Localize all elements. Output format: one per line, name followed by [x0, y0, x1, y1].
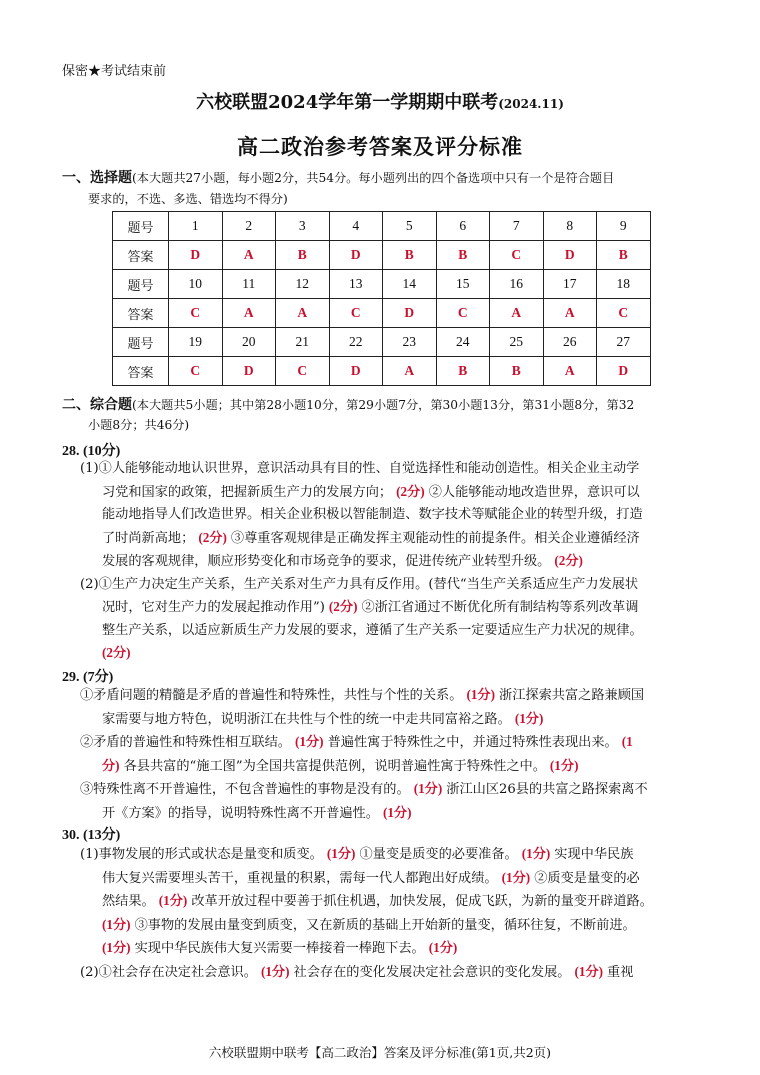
score-mark: (1分): [574, 963, 604, 979]
question-number-cell: 19: [169, 328, 223, 357]
answer-text: 家需要与地方特色，说明浙江在共性与个性的统一中走共同富裕之路。: [102, 711, 511, 727]
question-number-cell: 13: [329, 270, 383, 299]
question-number-cell: 14: [383, 270, 437, 299]
answer-cell: A: [276, 299, 330, 328]
score-mark: (1分): [514, 710, 544, 726]
answer-cell: A: [383, 357, 437, 386]
answer-text: 了时尚新高地；: [102, 530, 195, 546]
answer-cell: D: [329, 241, 383, 270]
answer-cell: C: [597, 299, 651, 328]
page-footer: 六校联盟期中联考【高二政治】答案及评分标准(第1页,共2页): [208, 1045, 552, 1060]
q30-heading: 30. (13分): [62, 828, 121, 843]
section1-heading: [62, 167, 614, 187]
answer-text: ②质变是量变的必: [534, 870, 640, 886]
row-header: 答案: [113, 241, 169, 270]
question-number-cell: 23: [383, 328, 437, 357]
section1-note-2: 要求的，不选、多选、错选均不得分): [88, 192, 288, 206]
q29-line: [80, 755, 648, 779]
answer-text: 社会存在的变化发展决定社会意识的变化发展。: [293, 964, 571, 980]
question-number-row: [113, 212, 651, 241]
score-mark: (1分): [295, 734, 324, 749]
answer-cell: A: [490, 299, 544, 328]
q30-line: [80, 890, 653, 914]
answer-text: 开《方案》的指导，说明特殊性离不开普遍性。: [102, 805, 379, 821]
answer-row: [113, 299, 651, 328]
answer-text: ①矛盾问题的精髓是矛盾的普遍性和特殊性，共性与个性的关系。: [80, 688, 463, 703]
score-mark: (1分): [428, 940, 458, 955]
answer-cell: C: [276, 357, 330, 386]
q30-body: [80, 843, 653, 984]
row-header: 题号: [113, 328, 169, 357]
answer-text: 重视: [607, 964, 634, 980]
q30-line: [80, 867, 653, 891]
answer-cell: B: [436, 357, 490, 386]
q28-line: [80, 642, 643, 666]
answer-cell: A: [222, 299, 276, 328]
answer-text: 然结果。: [102, 894, 155, 909]
question-number-cell: 24: [436, 328, 490, 357]
answer-text: 实现中华民族: [554, 847, 634, 862]
question-number-cell: 1: [169, 212, 223, 241]
answer-row: [113, 357, 651, 386]
q28-body: [80, 458, 643, 666]
score-mark: (2分): [198, 529, 227, 545]
section2-label: 二、综合题: [62, 397, 132, 413]
question-number-cell: 3: [276, 212, 330, 241]
question-number-cell: 10: [169, 270, 223, 299]
q28-line: [80, 504, 643, 527]
q30-line: [80, 961, 653, 985]
answer-cell: B: [490, 357, 544, 386]
score-mark: (1分): [158, 893, 188, 908]
question-number-cell: 5: [383, 212, 437, 241]
section2-note-2: 小题8分；共46分): [88, 418, 190, 432]
answer-cell: C: [436, 299, 490, 328]
question-number-cell: 22: [329, 328, 383, 357]
question-number-cell: 25: [490, 328, 544, 357]
q28-line: [80, 481, 643, 505]
answer-cell: D: [597, 357, 651, 386]
question-number-cell: 27: [597, 328, 651, 357]
answer-text: ②人能够能动地改造世界，意识可以: [428, 484, 640, 500]
answer-cell: D: [222, 357, 276, 386]
q29-line: [80, 778, 648, 802]
q28-heading: 28. (10分): [62, 444, 121, 459]
answer-text: 浙江山区26县的共富之路探索离不: [446, 782, 648, 797]
answer-text: 实现中华民族伟大复兴需要一棒接着一棒跑下去。: [134, 941, 425, 956]
answer-text: 伟大复兴需要埋头苦干，重视量的积累，需每一代人都跑出好成绩。: [102, 870, 498, 886]
answer-table: [112, 211, 651, 386]
answer-cell: B: [383, 241, 437, 270]
exam-title-main: 六校联盟2024学年第一学期期中联考: [196, 92, 499, 113]
row-header: 答案: [113, 357, 169, 386]
section2-heading: [62, 394, 634, 414]
question-number-cell: 2: [222, 212, 276, 241]
answer-row: [113, 241, 651, 270]
answer-cell: C: [169, 357, 223, 386]
answer-text: 能动地指导人们改造世界。相关企业积极以智能制造、数字技术等赋能企业的转型升级，打造: [102, 507, 643, 522]
answer-cell: A: [543, 299, 597, 328]
row-header: 答案: [113, 299, 169, 328]
q28-line: [80, 527, 643, 551]
answer-text: 发展的客观规律，顺应形势变化和市场竞争的要求，促进传统产业转型升级。: [102, 554, 551, 569]
answer-cell: D: [543, 241, 597, 270]
score-mark: (1分): [326, 846, 356, 861]
score-mark: 分): [102, 757, 120, 773]
score-mark: (1分): [102, 940, 131, 955]
score-mark: (1分): [382, 804, 412, 820]
answer-cell: C: [169, 299, 223, 328]
question-number-cell: 8: [543, 212, 597, 241]
answer-text: 习党和国家的政策，把握新质生产力的发展方向；: [102, 484, 393, 500]
answer-text: 整生产关系，以适应新质生产力发展的要求，遵循了生产关系一定要适应生产力状况的规律。: [102, 622, 643, 638]
question-number-cell: 26: [543, 328, 597, 357]
answer-text: 各县共富的“施工图”为全国共富提供范例，说明普遍性寓于特殊性之中。: [123, 758, 546, 774]
answer-text: ③尊重客观规律是正确发挥主观能动性的前提条件。相关企业遵循经济: [230, 530, 640, 546]
score-mark: (2分): [328, 599, 358, 614]
exam-title-date: (2024.11): [498, 97, 564, 111]
question-number-cell: 16: [490, 270, 544, 299]
question-number-cell: 11: [222, 270, 276, 299]
score-mark: (1分): [549, 757, 579, 773]
answer-text: 浙江探索共富之路兼顾国: [499, 688, 645, 703]
answer-cell: B: [276, 241, 330, 270]
question-number-row: [113, 270, 651, 299]
question-number-cell: 4: [329, 212, 383, 241]
row-header: 题号: [113, 270, 169, 299]
q29-line: [80, 708, 648, 732]
score-mark: (1分): [260, 963, 290, 979]
answer-cell: C: [329, 299, 383, 328]
answer-cell: A: [543, 357, 597, 386]
question-number-cell: 9: [597, 212, 651, 241]
answer-cell: B: [597, 241, 651, 270]
q30-line: [80, 937, 653, 961]
row-header: 题号: [113, 212, 169, 241]
confidential-label: 保密★考试结束前: [62, 64, 167, 79]
answer-text: (1)事物发展的形式或状态是量变和质变。: [80, 847, 323, 862]
question-number-cell: 7: [490, 212, 544, 241]
answer-text: ②矛盾的普遍性和特殊性相互联结。: [80, 735, 291, 750]
answer-text: ③特殊性离不开普遍性，不包含普遍性的事物是没有的。: [80, 782, 410, 797]
answer-text: ①量变是质变的必要准备。: [359, 847, 518, 862]
q28-line: [80, 620, 643, 643]
q28-line: [80, 550, 643, 574]
score-mark: (2分): [396, 483, 425, 499]
section1-note-1: (本大题共27小题，每小题2分，共54分。每小题列出的四个备选项中只有一个是符合题目: [132, 171, 615, 185]
answer-text: (2)①生产力决定生产关系，生产关系对生产力具有反作用。(替代“当生产关系适应生产力发展状: [80, 576, 639, 592]
score-mark: (1分): [102, 916, 131, 932]
score-mark: (1分): [521, 846, 551, 861]
score-mark: (2分): [554, 553, 583, 568]
score-mark: (1分): [466, 687, 496, 702]
q29-line: [80, 731, 648, 755]
answer-cell: D: [169, 241, 223, 270]
q28-line: [80, 574, 643, 597]
answer-text: ②浙江省通过不断优化所有制结构等系列改革调: [361, 600, 639, 615]
answer-text: 普遍性寓于特殊性之中，并通过特殊性表现出来。: [327, 735, 618, 750]
q29-line: [80, 802, 648, 826]
answer-text: ③事物的发展由量变到质变，又在新质的基础上开始新的量变，循环往复，不断前进。: [134, 917, 636, 933]
score-mark: (2分): [102, 645, 131, 660]
exam-title: [0, 88, 760, 114]
score-mark: (1: [621, 734, 633, 749]
q30-line: [80, 843, 653, 867]
question-number-cell: 21: [276, 328, 330, 357]
q30-line: [80, 914, 653, 938]
q29-body: [80, 684, 648, 825]
question-number-cell: 15: [436, 270, 490, 299]
q28-line: [80, 458, 643, 481]
score-mark: (1分): [413, 781, 443, 796]
section2-note-1: (本大题共5小题；其中第28小题10分，第29小题7分，第30小题13分，第31小题8分，第32: [132, 398, 635, 412]
answer-text: 况时，它对生产力的发展起推动作用”): [102, 600, 325, 615]
answer-cell: A: [222, 241, 276, 270]
question-number-cell: 6: [436, 212, 490, 241]
q29-line: [80, 684, 648, 708]
question-number-cell: 20: [222, 328, 276, 357]
answer-cell: C: [490, 241, 544, 270]
page-title: 高二政治参考答案及评分标准: [237, 134, 523, 159]
answer-cell: D: [329, 357, 383, 386]
answer-text: (2)①社会存在决定社会意识。: [80, 964, 257, 980]
answer-text: 改革开放过程中要善于抓住机遇，加快发展，促成飞跃，为新的量变开辟道路。: [191, 894, 653, 909]
question-number-cell: 12: [276, 270, 330, 299]
question-number-cell: 18: [597, 270, 651, 299]
answer-cell: D: [383, 299, 437, 328]
answer-text: (1)①人能够能动地认识世界，意识活动具有目的性、自觉选择性和能动创造性。相关企业主动学: [80, 461, 640, 476]
question-number-row: [113, 328, 651, 357]
section1-label: 一、选择题: [62, 170, 132, 186]
score-mark: (1分): [501, 869, 531, 885]
answer-cell: B: [436, 241, 490, 270]
q28-line: [80, 596, 643, 620]
question-number-cell: 17: [543, 270, 597, 299]
q29-heading: 29. (7分): [62, 670, 114, 685]
